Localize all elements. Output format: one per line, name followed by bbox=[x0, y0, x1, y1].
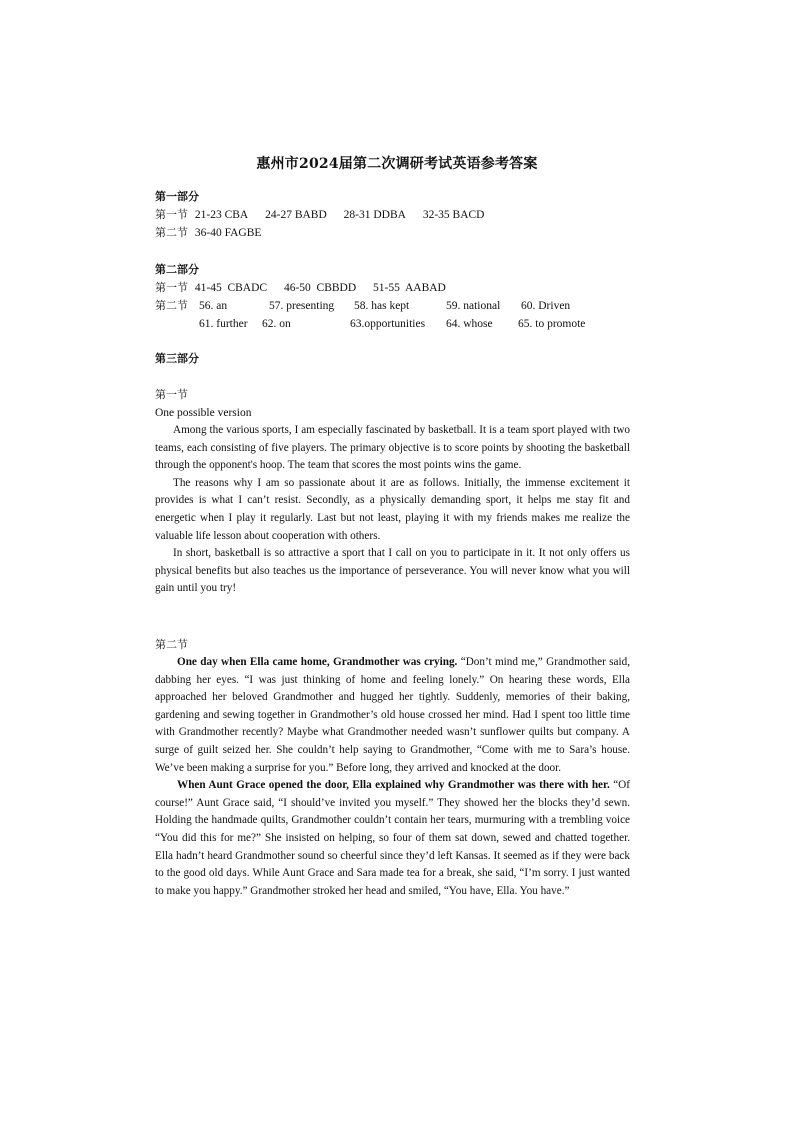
fill-answer: 57. presenting bbox=[269, 300, 335, 312]
page-title: 惠州市2024届第二次调研考试英语参考答案 bbox=[256, 156, 538, 172]
fill-answer: 58. has kept bbox=[354, 300, 410, 312]
part2-section2-row1 bbox=[155, 297, 630, 315]
answer-group: 36-40 FAGBE bbox=[194, 227, 262, 239]
answer-group: 24-27 BABD bbox=[265, 209, 327, 221]
part3-sec2-label: 第二节 bbox=[155, 638, 188, 651]
part2-sec2-label: 第二节 bbox=[155, 299, 188, 312]
essay-paragraph: In short, basketball is so attractive a sport that I call on you to participate in it. It not only offers us physical benefits but also teaches us the importance of perseverance. You will never know what you will gain until you try! bbox=[155, 547, 630, 595]
part1-section1 bbox=[155, 206, 630, 224]
essay-paragraph: Among the various sports, I am especially fascinated by basketball. It is a team sport played with two teams, each consisting of five players. The primary objective is to score points by shooting the basketball through the opponent's hoop. The team that scores the most points wins the game. bbox=[155, 424, 630, 472]
part2-section2-row2 bbox=[155, 315, 630, 333]
story-body: “Don’t mind me,” Grandmother said, dabbing her eyes. “I was just thinking of home and feeling lonely.” On hearing these words, Ella approached her beloved Grandmother and hugged her tightly. Suddenly, memories of their baking, gardening and sewing together in Grandmother’s old house crossed her mind. Had I spent too little time with Grandmother recently? Maybe what Grandmother needed wasn’t sunflower quilts but company. A surge of guilt seized her. She couldn’t help saying to Grandmother, “Come with me to Sara’s house. We’ve been making a surprise for you.” Before long, they arrived and knocked at the door. bbox=[155, 656, 630, 774]
answer-group: 41-45 CBADC bbox=[194, 282, 268, 294]
fill-answer: 64. whose bbox=[446, 318, 493, 330]
story-paragraph-1 bbox=[155, 654, 630, 777]
answer-group: 51-55 AABAD bbox=[373, 282, 446, 294]
part1-sec1-label: 第一节 bbox=[155, 208, 188, 221]
part2-sec1-label: 第一节 bbox=[155, 281, 188, 294]
part2-section1 bbox=[155, 279, 630, 297]
fill-answer: 65. to promote bbox=[518, 318, 586, 330]
story-body: “Of course!” Aunt Grace said, “I should’ve invited you myself.” They showed her the blocks they’d sewn. Holding the handmade quilts, Grandmother couldn’t contain her tears, murmuring with a trembling voice “You did this for me?” She insisted on helping, so four of them sat down, sewed and chatted together. Ella hadn’t heard Grandmother sound so cheerful since they’d left Kansas. It seemed as if they were back to the good old days. While Aunt Grace and Sara made tea for a break, she said, “I’m sorry. I just wanted to make you happy.” Grandmother stroked her head and smiled, “You have, Ella. You have.” bbox=[155, 779, 630, 897]
version-label: One possible version bbox=[155, 407, 252, 419]
fill-answer: 63.opportunities bbox=[350, 318, 426, 330]
part1-section2 bbox=[155, 224, 630, 242]
fill-answer: 56. an bbox=[199, 300, 228, 312]
fill-answer: 62. on bbox=[262, 318, 291, 330]
part1-sec2-label: 第二节 bbox=[155, 226, 188, 239]
answer-group: 28-31 DDBA bbox=[343, 209, 406, 221]
part1 bbox=[155, 188, 630, 242]
part3-heading: 第三部分 bbox=[155, 352, 199, 365]
part1-heading: 第一部分 bbox=[155, 190, 199, 203]
essay-paragraph: The reasons why I am so passionate about it are as follows. Initially, the immense excitement it provides is what I can’t resist. Secondly, as a physically demanding sport, it helps me stay fit and energetic when I play it regularly. Last but not least, playing it with my friends makes me realize the valuable life lesson about cooperation with others. bbox=[155, 476, 630, 542]
story-paragraph-2 bbox=[155, 777, 630, 900]
part3-heading-block bbox=[155, 350, 630, 368]
part3-section2 bbox=[155, 636, 630, 900]
fill-answer: 61. further bbox=[199, 318, 248, 330]
story-lead-sentence: When Aunt Grace opened the door, Ella explained why Grandmother was there with her. bbox=[177, 779, 610, 792]
answer-group: 46-50 CBBDD bbox=[283, 282, 357, 294]
fill-answer: 59. national bbox=[446, 300, 501, 312]
fill-answer: 60. Driven bbox=[521, 300, 571, 312]
answer-group: 21-23 CBA bbox=[194, 209, 249, 221]
answer-group: 32-35 BACD bbox=[422, 209, 485, 221]
part3-section1 bbox=[155, 386, 630, 598]
story-lead-sentence: One day when Ella came home, Grandmother was crying. bbox=[177, 656, 458, 668]
part3-sec1-label: 第一节 bbox=[155, 388, 188, 401]
part2-heading: 第二部分 bbox=[155, 263, 199, 276]
part2 bbox=[155, 261, 630, 333]
